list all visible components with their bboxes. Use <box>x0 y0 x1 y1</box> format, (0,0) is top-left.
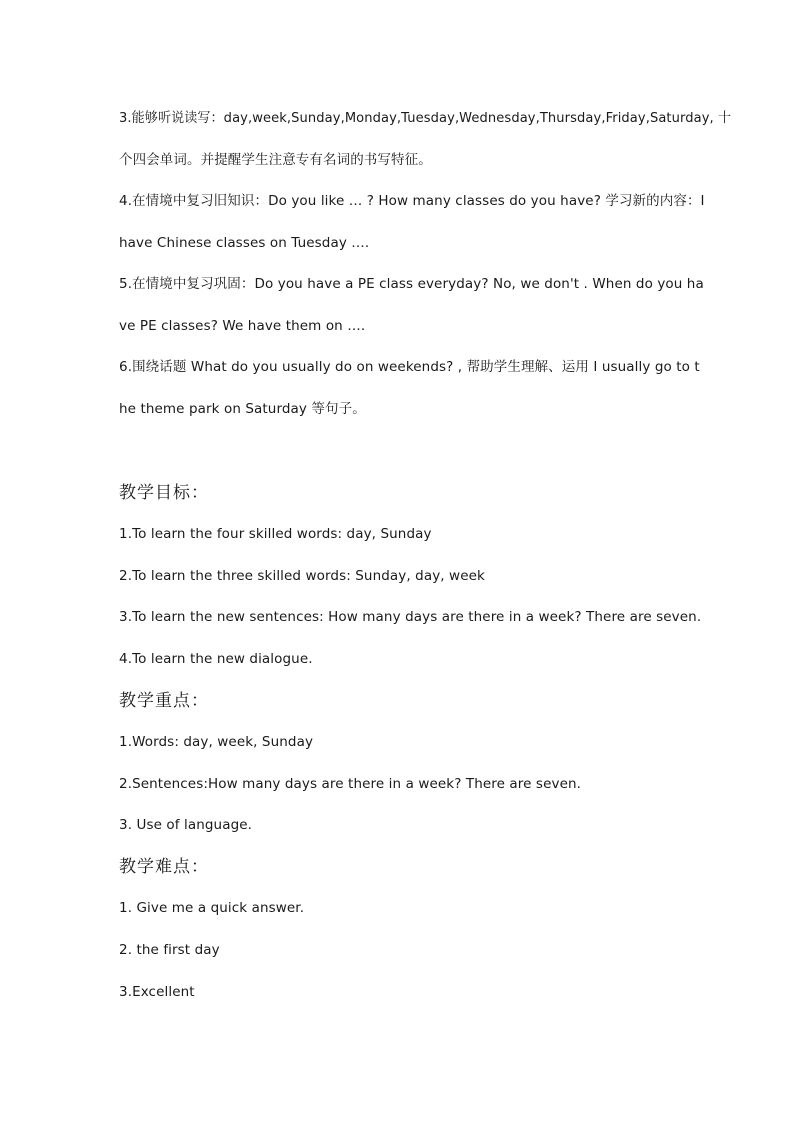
objectives-heading: 教学目标： <box>119 483 209 503</box>
difficulties-heading: 教学难点： <box>119 857 209 877</box>
difficulty-item-2: 2. the first day <box>119 942 220 958</box>
key-points-heading: 教学重点： <box>119 691 209 711</box>
intro-item-5-line-1: 5.在情境中复习巩固：Do you have a PE class everyday? No, we don't . When do you ha <box>119 276 704 292</box>
intro-item-6-line-2: he theme park on Saturday 等句子。 <box>119 401 366 417</box>
key-point-item-3: 3. Use of language. <box>119 817 253 833</box>
objective-item-2: 2.To learn the three skilled words: Sunday, day, week <box>119 568 485 584</box>
intro-item-3-line-2: 个四会单词。并提醒学生注意专有名词的书写特征。 <box>119 152 432 168</box>
objective-item-4: 4.To learn the new dialogue. <box>119 651 313 667</box>
intro-item-4-line-1: 4.在情境中复习旧知识：Do you like … ? How many classes do you have? 学习新的内容：I <box>119 193 705 209</box>
key-point-item-2: 2.Sentences:How many days are there in a week? There are seven. <box>119 776 582 792</box>
objective-item-1: 1.To learn the four skilled words: day, Sunday <box>119 526 432 542</box>
key-point-item-1: 1.Words: day, week, Sunday <box>119 734 314 750</box>
difficulty-item-3: 3.Excellent <box>119 984 195 1000</box>
intro-item-4-line-2: have Chinese classes on Tuesday …. <box>119 235 370 251</box>
intro-item-3-line-1: 3.能够听说读写：day,week,Sunday,Monday,Tuesday,Wednesday,Thursday,Friday,Saturday, 十 <box>119 110 732 126</box>
objective-item-3: 3.To learn the new sentences: How many days are there in a week? There are seven. <box>119 609 702 625</box>
intro-item-5-line-2: ve PE classes? We have them on …. <box>119 318 366 334</box>
intro-item-6-line-1: 6.围绕话题 What do you usually do on weekends? , 帮助学生理解、运用 I usually go to t <box>119 359 700 375</box>
difficulty-item-1: 1. Give me a quick answer. <box>119 900 305 916</box>
